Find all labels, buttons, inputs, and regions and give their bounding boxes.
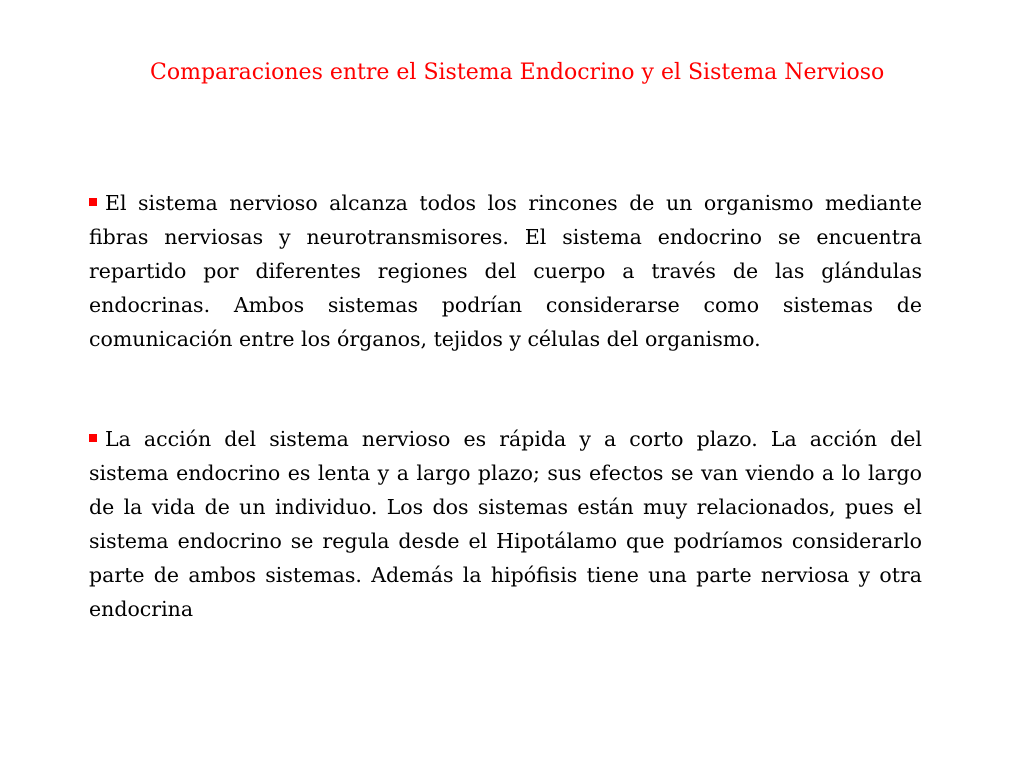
square-bullet-icon bbox=[89, 198, 97, 206]
square-bullet-icon bbox=[89, 434, 97, 442]
slide-title: Comparaciones entre el Sistema Endocrino y el Sistema Nervioso bbox=[150, 60, 885, 85]
bullet-paragraph bbox=[89, 422, 922, 626]
bullet-paragraph bbox=[89, 186, 922, 356]
paragraph-text: El sistema nervioso alcanza todos los rincones de un organismo mediante fibras nerviosas y neurotransmisores. El sistema endocrino se encuentra repartido por diferentes regiones del cuerpo a través de las glándulas endocrinas. Ambos sistemas podrían considerarse como sistemas de comunicación entre los órganos, tejidos y células del organismo. bbox=[89, 191, 922, 351]
slide-body bbox=[89, 186, 922, 626]
paragraph-text: La acción del sistema nervioso es rápida y a corto plazo. La acción del sistema endocrino es lenta y a largo plazo; sus efectos se van viendo a lo largo de la vida de un individuo. Los dos sistemas están muy relacionados, pues el sistema endocrino se regula desde el Hipotálamo que podríamos considerarlo parte de ambos sistemas. Además la hipófisis tiene una parte nerviosa y otra endocrina bbox=[89, 427, 922, 621]
